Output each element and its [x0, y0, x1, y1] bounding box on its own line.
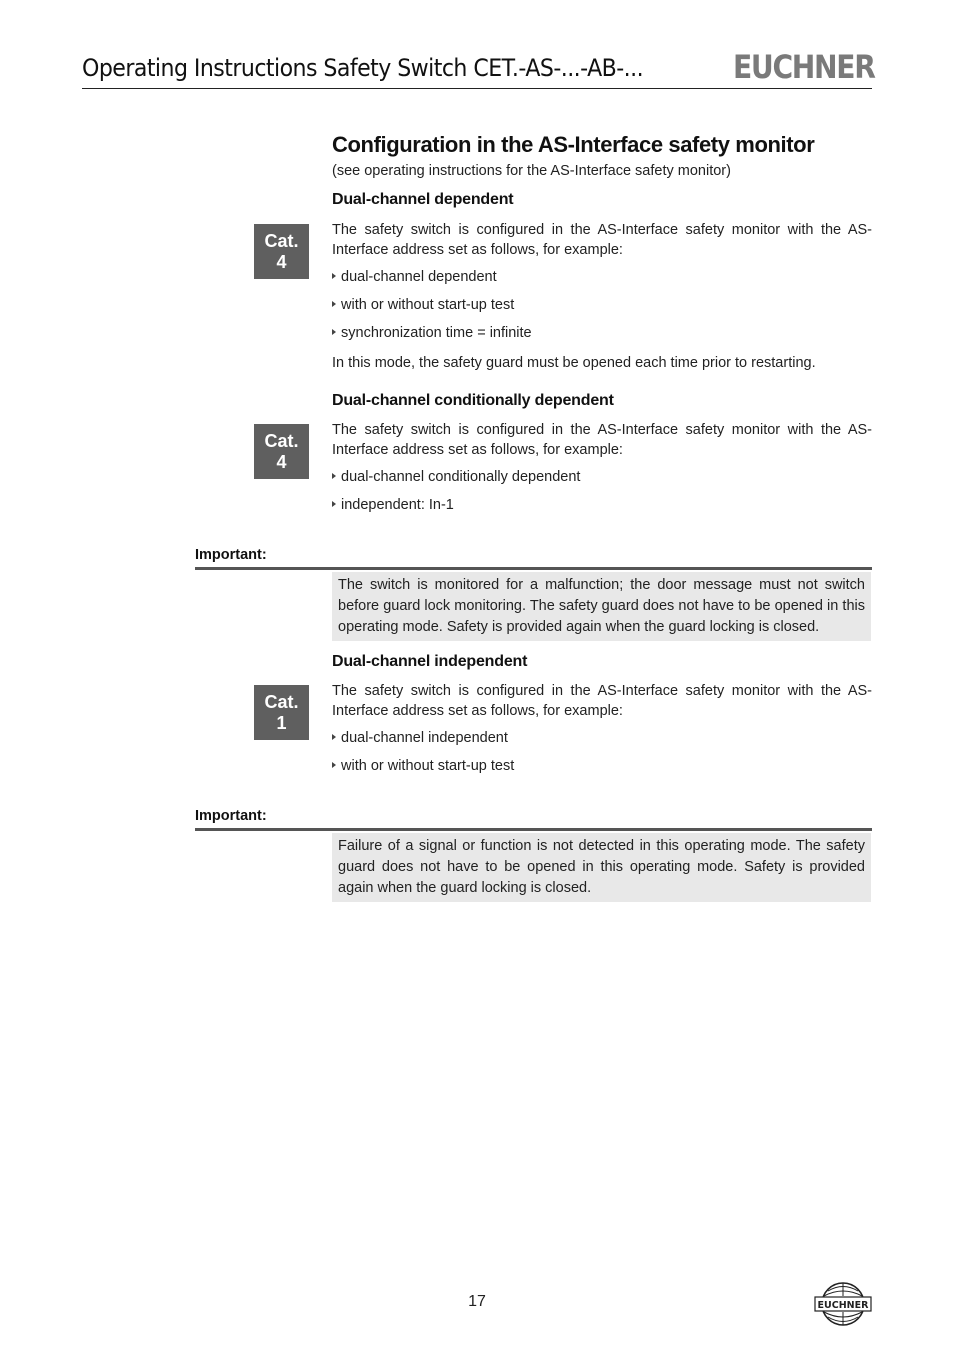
- list-item: dual-channel dependent: [332, 269, 497, 285]
- section-subtitle: (see operating instructions for the AS-Interface safety monitor): [332, 163, 731, 179]
- bullet-arrow-icon: [332, 501, 336, 507]
- category-label: Cat.: [264, 691, 299, 712]
- bullet-arrow-icon: [332, 273, 336, 279]
- important-note-box: Failure of a signal or function is not detected in this operating mode. The safety guard does not have to be opened in this operating mode. Safety is provided again when the guard locking is closed.: [332, 833, 871, 902]
- document-title: Operating Instructions Safety Switch CET.-AS-...-AB-...: [82, 54, 644, 82]
- category-badge: [254, 424, 309, 479]
- category-badge: [254, 224, 309, 279]
- svg-text:EUCHNER: EUCHNER: [817, 1300, 869, 1311]
- block-note: In this mode, the safety guard must be opened each time prior to restarting.: [332, 355, 816, 371]
- important-note-box: The switch is monitored for a malfunction; the door message must not switch before guard lock monitoring. The safety guard does not have to be opened in this operating mode. Safety is provided again when the guard locking is closed.: [332, 572, 871, 641]
- euchner-seal-icon: [814, 1280, 872, 1328]
- list-item: dual-channel independent: [332, 730, 508, 746]
- list-item: with or without start-up test: [332, 297, 514, 313]
- category-label: Cat.: [264, 230, 299, 251]
- block-intro: The safety switch is configured in the AS-Interface safety monitor with the AS-Interface address set as follows, for example:: [332, 683, 872, 719]
- important-label: Important:: [195, 808, 267, 824]
- category-value: 4: [276, 451, 287, 472]
- bullet-arrow-icon: [332, 301, 336, 307]
- list-item: independent: In-1: [332, 497, 454, 513]
- list-item: with or without start-up test: [332, 758, 514, 774]
- section-title: Configuration in the AS-Interface safety monitor: [332, 132, 815, 157]
- category-badge: [254, 685, 309, 740]
- bullet-arrow-icon: [332, 329, 336, 335]
- block-heading-dual-channel-dependent: Dual-channel dependent: [332, 191, 514, 208]
- important-label: Important:: [195, 547, 267, 563]
- block-heading-dual-channel-independent: Dual-channel independent: [332, 653, 528, 670]
- list-item: dual-channel conditionally dependent: [332, 469, 580, 485]
- important-divider: [195, 567, 872, 570]
- important-divider: [195, 828, 872, 831]
- euchner-logo: EUCHNER: [733, 48, 875, 86]
- category-value: 4: [276, 251, 287, 272]
- block-intro: The safety switch is configured in the AS-Interface safety monitor with the AS-Interface address set as follows, for example:: [332, 422, 872, 458]
- bullet-arrow-icon: [332, 734, 336, 740]
- category-label: Cat.: [264, 430, 299, 451]
- block-heading-conditionally-dependent: Dual-channel conditionally dependent: [332, 392, 614, 409]
- list-item: synchronization time = infinite: [332, 325, 532, 341]
- bullet-arrow-icon: [332, 473, 336, 479]
- page-number: 17: [468, 1293, 486, 1310]
- bullet-arrow-icon: [332, 762, 336, 768]
- header-divider: [82, 88, 872, 89]
- category-value: 1: [276, 712, 287, 733]
- block-intro: The safety switch is configured in the AS-Interface safety monitor with the AS-Interface address set as follows, for example:: [332, 222, 872, 258]
